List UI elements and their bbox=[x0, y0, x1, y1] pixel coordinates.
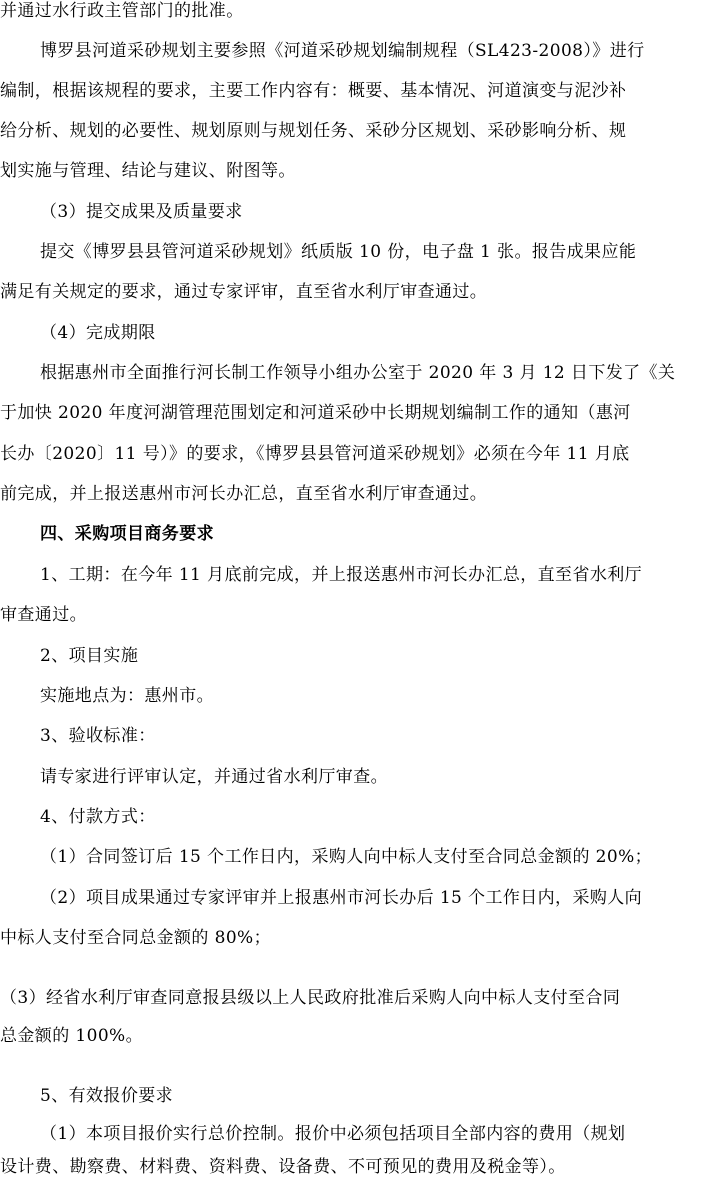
paragraph-line: 编制，根据该规程的要求，主要工作内容有：概要、基本情况、河道演变与泥沙补 bbox=[0, 81, 627, 101]
section-heading: （3）提交成果及质量要求 bbox=[40, 202, 243, 222]
paragraph-line: 博罗县河道采砂规划主要参照《河道采砂规划编制规程（SL423-2008）》进行 bbox=[40, 41, 645, 61]
paragraph-line: 1、工期：在今年 11 月底前完成，并上报送惠州市河长办汇总，直至省水利厅 bbox=[40, 565, 643, 585]
paragraph-line: 并通过水行政主管部门的批准。 bbox=[0, 1, 244, 21]
paragraph-line: 请专家进行评审认定，并通过省水利厅审查。 bbox=[40, 767, 388, 787]
paragraph-line: 前完成，并上报送惠州市河长办汇总，直至省水利厅审查通过。 bbox=[0, 484, 488, 504]
paragraph-line: 划实施与管理、结论与建议、附图等。 bbox=[0, 161, 296, 181]
paragraph-line: （3）经省水利厅审查同意报县级以上人民政府批准后采购人向中标人支付至合同 bbox=[0, 988, 621, 1008]
paragraph-line: （1）本项目报价实行总价控制。报价中必须包括项目全部内容的费用（规划 bbox=[40, 1124, 626, 1144]
section-heading: 4、付款方式： bbox=[40, 807, 156, 827]
paragraph-line: 总金额的 100%。 bbox=[0, 1026, 144, 1046]
paragraph-line: 满足有关规定的要求，通过专家评审，直至省水利厅审查通过。 bbox=[0, 282, 488, 302]
section-heading: 5、有效报价要求 bbox=[40, 1086, 174, 1106]
paragraph-line: 中标人支付至合同总金额的 80%； bbox=[0, 928, 271, 948]
section-heading: 2、项目实施 bbox=[40, 646, 139, 666]
paragraph-line: 提交《博罗县县管河道采砂规划》纸质版 10 份，电子盘 1 张。报告成果应能 bbox=[40, 242, 637, 262]
paragraph-line: 设计费、勘察费、材料费、资料费、设备费、不可预见的费用及税金等）。 bbox=[0, 1157, 566, 1177]
paragraph-line: （1）合同签订后 15 个工作日内，采购人向中标人支付至合同总金额的 20%； bbox=[40, 847, 653, 867]
paragraph-line: （2）项目成果通过专家评审并上报惠州市河长办后 15 个工作日内，采购人向 bbox=[40, 888, 643, 908]
paragraph-line: 于加快 2020 年度河湖管理范围划定和河道采砂中长期规划编制工作的通知（惠河 bbox=[0, 403, 631, 423]
paragraph-line: 根据惠州市全面推行河长制工作领导小组办公室于 2020 年 3 月 12 日下发了《关 bbox=[40, 363, 676, 383]
paragraph-line: 审查通过。 bbox=[0, 605, 87, 625]
paragraph-line: 实施地点为：惠州市。 bbox=[40, 686, 214, 706]
section-heading: 3、验收标准： bbox=[40, 726, 156, 746]
section-heading: （4）完成期限 bbox=[40, 323, 156, 343]
paragraph-line: 给分析、规划的必要性、规划原则与规划任务、采砂分区规划、采砂影响分析、规 bbox=[0, 121, 627, 141]
paragraph-line: 长办〔2020〕11 号）》的要求，《博罗县县管河道采砂规划》必须在今年 11 月底 bbox=[0, 444, 630, 464]
chapter-heading: 四、采购项目商务要求 bbox=[40, 524, 214, 544]
